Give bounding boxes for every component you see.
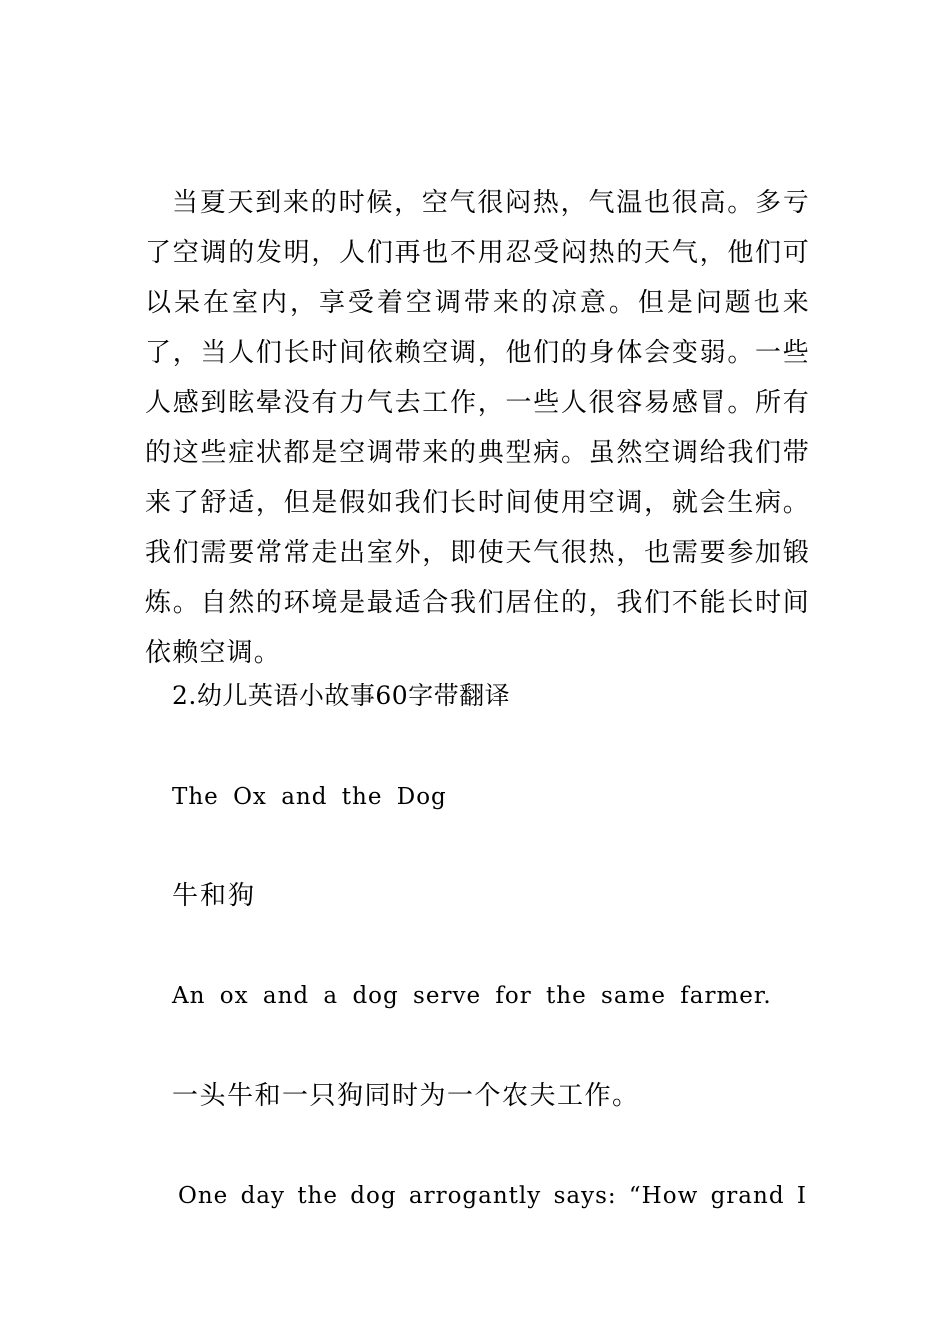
- word: I: [796, 1183, 807, 1209]
- section-heading: 2.幼儿英语小故事60字带翻译: [172, 681, 511, 710]
- word: the: [297, 1183, 338, 1209]
- word: dog: [350, 1183, 397, 1209]
- word: day: [240, 1183, 286, 1209]
- body-paragraph: 当夏天到来的时候，空气很闷热，气温也很高。多亏了空调的发明，人们再也不用忍受闷热的天气，他们可以呆在室内，享受着空调带来的凉意。但是问题也来了，当人们长时间依赖空调，他们的身体会变弱。一些人感到眩晕没有力气去工作，一些人很容易感冒。所有的这些症状都是空调带来的典型病。虽然空调给我们带来了舒适，但是假如我们长时间使用空调，就会生病。我们需要常常走出室外，即使天气很热，也需要参加锻炼。自然的环境是最适合我们居住的，我们不能长时间依赖空调。: [145, 188, 810, 668]
- word: says:: [553, 1183, 617, 1209]
- sentence-english: An ox and a dog serve for the same farmer.: [172, 983, 772, 1009]
- story-title-english: The Ox and the Dog: [172, 784, 447, 810]
- word: One: [178, 1183, 229, 1209]
- word: “How: [628, 1183, 699, 1209]
- word: arrogantly: [408, 1183, 542, 1209]
- word: grand: [710, 1183, 785, 1209]
- story-title-chinese: 牛和狗: [172, 881, 257, 911]
- sentence-english-continued: [145, 1176, 807, 1216]
- sentence-chinese: 一头牛和一只狗同时为一个农夫工作。: [172, 1081, 640, 1111]
